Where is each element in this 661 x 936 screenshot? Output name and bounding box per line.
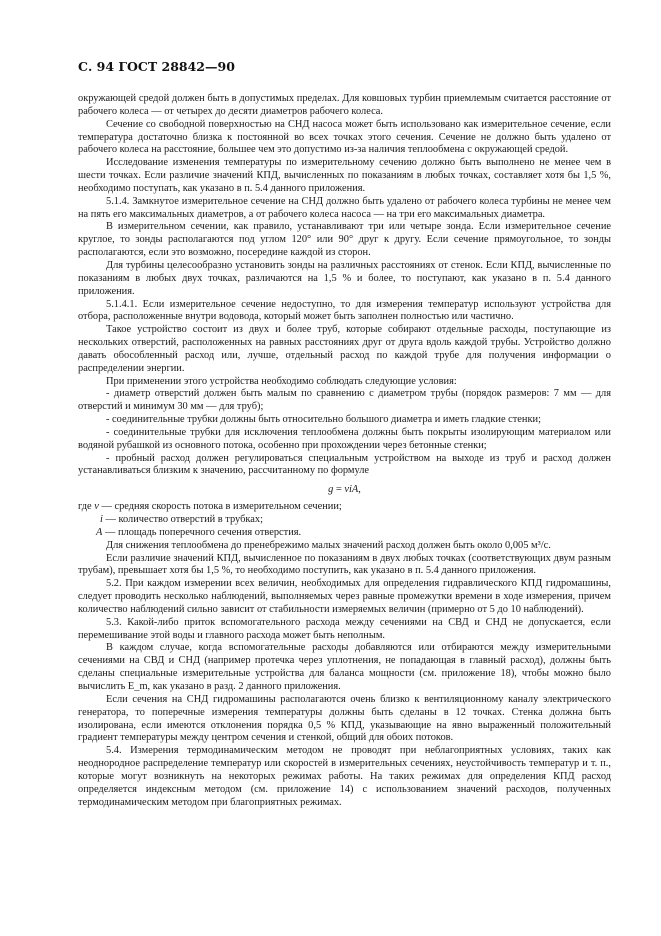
definition-text: — площадь поперечного сечения отверстия. [102,526,302,538]
list-item: - пробный расход должен регулироваться специальным устройством на выходе из труб и расход должен устанавливаться близким к значению, рассчитанному по формуле [78,452,611,477]
formula-lhs: g [328,484,334,496]
paragraph: Такое устройство состоит из двух и более труб, которые собирают отдельные расходы, поступающие из нескольких отверстий, расположенных на равных расстояниях друг от друга вдоль каждой трубы. Устройство должно давать обособленный расход или, лучше, отдельный расход по каждой трубе для получения информации о распределении энергии. [78,324,611,374]
list-item: - соединительные трубки должны быть относительно большого диаметра и иметь гладкие стенки; [106,414,541,426]
paragraph: 5.3. Какой-либо приток вспомогательного расхода между сечениями на СВД и СНД не допускается, если перемешивание этой воды и главного расхода может быть неполным. [78,616,611,641]
paragraph: В каждом случае, когда вспомогательные расходы добавляются или отбираются между измерительными сечениями на СВД и СНД (например протечка через уплотнения, не попадающая в главный расход), должны быть сделаны специальные измерительные устройства для баланса мощности (см. приложение 18), чтобы можно было вычислить E_m, как указано в разд. 2 данного приложения. [78,642,611,692]
paragraph: 5.2. При каждом измерении всех величин, необходимых для определения гидравлического КПД гидромашины, следует проводить несколько наблюдений, выполняемых через равные промежутки времени в ходе измерения, причем количество наблюдений сильно зависит от стабильности измеряемых величин (примерно от 5 до 10 наблюдений). [78,578,611,615]
paragraph: 5.4. Измерения термодинамическим методом не проводят при неблагоприятных условиях, таких как неоднородное распределение температур или скоростей в измерительных сечениях, неустойчивость температур и т. п., которые могут возникнуть на некоторых режимах работы. На таких режимах для определения КПД расход определяется индексным методом (см. приложение 14) с использованием значений расходов, полученных термодинамическим методом при благоприятных режимах. [78,745,611,808]
paragraph: Исследование изменения температуры по измерительному сечению должно быть выполнено не менее чем в шести точках. Если различие значений КПД, вычисленных по показаниям в любых точках, составляет хотя бы 1,5 %, необходимо поступать, как указано в п. 5.4 данного приложения. [78,157,611,194]
paragraph: окружающей средой должен быть в допустимых пределах. Для ковшовых турбин приемлемым считается расстояние от рабочего колеса — от четырех до десяти диаметров рабочего колеса. [78,93,611,117]
list-item: - диаметр отверстий должен быть малым по сравнению с диаметром трубы (порядок размеров: 7 мм — для отверстий и минимум 30 мм — для труб); [78,388,611,413]
paragraph: При применении этого устройства необходимо соблюдать следующие условия: [106,375,457,387]
formula-equals: = [333,484,345,496]
formula-rhs: viA [344,484,359,496]
paragraph: В измерительном сечении, как правило, устанавливают три или четыре зонда. Если измерительное сечение круглое, то зонды располагаются под углом 120° или 90° друг к другу. Если сечение прямоугольное, то зонды располагаются, если это возможно, посередине каждой из сторон. [78,221,611,259]
paragraph: Сечение со свободной поверхностью на СНД насоса может быть использовано как измерительное сечение, если температура достаточно близка к постоянной во всех точках этого сечения. Сечение не должно быть удалено от рабочего колеса на расстояние, большее чем это допустимо из-за наличия теплообмена с окружающей средой. [78,118,611,156]
definition-item [78,527,611,540]
paragraph: Для турбины целесообразно установить зонды на различных расстояниях от стенок. Если КПД, вычисленные по показаниям в любых двух точках, различаются на 1,5 % и более, то поступают, как указано в п. 5.4 данного приложения. [78,259,611,297]
paragraph: 5.1.4.1. Если измерительное сечение недоступно, то для измерения температур используют устройства для отбора, расположенные внутри водовода, который может быть заполнен полностью или частично. [78,298,611,323]
formula-tail: , [358,484,361,496]
definition-symbol: v [94,501,99,513]
definition-prefix: где [78,501,95,513]
definition-item [78,514,611,527]
definition-text: — количество отверстий в трубках; [102,514,263,525]
list-item: - соединительные трубки для исключения теплообмена должны быть покрыты изолирующим материалом или водяной рубашкой из основного потока, особенно при прохождении через бетонные стенки; [78,426,611,451]
paragraph: Если сечения на СНД гидромашины располагаются очень близко к вентиляционному каналу электрического генератора, то поперечные измерения температуры должны быть сделаны в 12 точках. Стенка должна быть изолирована, если имеются отклонения порядка 0,5 % КПД, указывающие на явно выраженный положительный градиент температуры между центром сечения и стенкой, общий для обоих потоков. [78,693,611,744]
definition-item [78,501,611,514]
definition-text: — средняя скорость потока в измерительном сечении; [98,501,342,513]
paragraph: Если различие значений КПД, вычисленное по показаниям в двух любых точках (соответствующих двум разным трубам), превышает хотя бы 1,5 %, то необходимо поступить, как указано в п. 5.4 данного приложения. [78,552,611,577]
paragraph: Для снижения теплообмена до пренебрежимо малых значений расход должен быть около 0,005 м³/с. [106,539,551,551]
definition-symbol: A [96,526,103,538]
definition-symbol: i [100,514,103,525]
paragraph: 5.1.4. Замкнутое измерительное сечение на СНД должно быть удалено от рабочего колеса турбины не менее чем на пять его максимальных диаметров, а от рабочего колеса насоса — на три его максимальных диаметра. [78,195,611,220]
page-header: С. 94 ГОСТ 28842—90 [78,59,235,74]
formula [78,484,611,497]
document-body [78,93,611,809]
